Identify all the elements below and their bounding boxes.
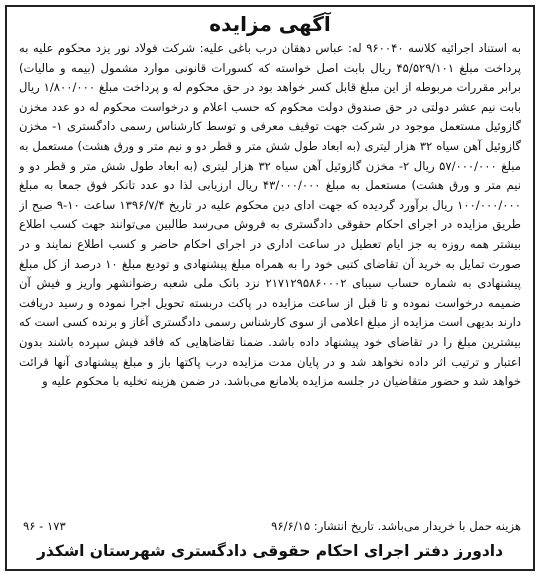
notice-title: آگهی مزایده: [209, 12, 331, 36]
auction-notice: [5, 5, 535, 571]
reference-code: ۹۶ - ۱۷۳: [23, 519, 66, 533]
notice-meta-row: [19, 517, 521, 535]
closing-text: هزینه حمل با خریدار می‌باشد. تاریخ انتشار: ۹۶/۶/۱۵: [271, 519, 521, 533]
signature-line: دادورز دفتر اجرای احکام حقوقی دادگستری شهرستان اشکذر: [36, 542, 504, 560]
notice-body: به استناد اجرائیه کلاسه ۹۶۰۰۴۰ له: عباس دهقان درب باغی علیه: شرکت فولاد نور یزد محکوم علیه به پرداخت مبلغ ۴۵/۵۲۹/۱۰۱ ریال بابت اصل خواسته که کسورات قانونی موارد مشمول (بیمه و مالیات) برابر مقررات مربوطه از این مبلغ قابل کسر خواهد بود در حق محکوم له و پرداخت مبلغ ۱/۸۰۰/۰۰۰ ریال بابت نیم عشر دولتی در حق صندوق دولت محکوم که حسب اعلام و درخواست محکوم له دو عدد مخزن گازوئیل مستعمل موجود در شرکت جهت توقیف معرفی و توسط کارشناس رسمی دادگستری ۱- مخزن گازوئیل آهن سیاه ۳۲ هزار لیتری (به ابعاد طول شش متر و قطر دو و نیم متر و ورق هشت) مستعمل به مبلغ ۵۷/۰۰۰/۰۰۰ ریال ۲- مخزن گازوئیل آهن سیاه ۳۲ هزار لیتری (به ابعاد طول شش متر و قطر دو و نیم متر و ورق هشت) مستعمل به مبلغ ۴۳/۰۰۰/۰۰۰ ریال ارزیابی لذا دو عدد تانکر فوق جمعا به مبلغ ۱۰۰/۰۰۰/۰۰۰ ریال برآورد گردیده که جهت ادای دین محکوم علیه در تاریخ ۱۳۹۶/۷/۴ ساعت ۱۰-۹ صبح از طریق مزایده در اجرای احکام حقوقی دادگستری به فروش می‌رسد طالبین می‌توانند جهت کسب اطلاع بیشتر همه روزه به جز ایام تعطیل در ساعت اداری در اجرای احکام حاضر و کسب اطلاع نمایند و در صورت تمایل به خرید آن تقاضای کتبی خود را به همراه مبلغ پیشنهادی و تودیع مبلغ ۱۰ درصد از کل مبلغ پیشنهادی به شماره حساب سیبای ۲۱۷۱۲۹۵۸۶۰۰۰۲ نزد بانک ملی شعبه رضوانشهر واریز و فیش آن ضمیمه درخواست نموده و تا قبل از ساعت مزایده در پاکت دربسته تحویل اجرا نموده و رسید دریافت دارند بدیهی است مزایده از مبلغ اعلامی از سوی کارشناس رسمی دادگستری آغاز و برنده کسی است که بیشترین مبلغ را در تقاضای خود پیشنهاد داده باشد. ضمنا تقاضاهایی که فاقد فیش سپرده باشند بدون اعتبار و ترتیب اثر داده نخواهد شد و در پایان مدت مزایده درب پاکتها باز و مبلغ پیشنهادی آنها قرائت خواهد شد و حضور متقاضیان در جلسه مزایده بلامانع می‌باشد. در ضمن هزینه تخلیه با محکوم علیه و: [19, 41, 521, 389]
